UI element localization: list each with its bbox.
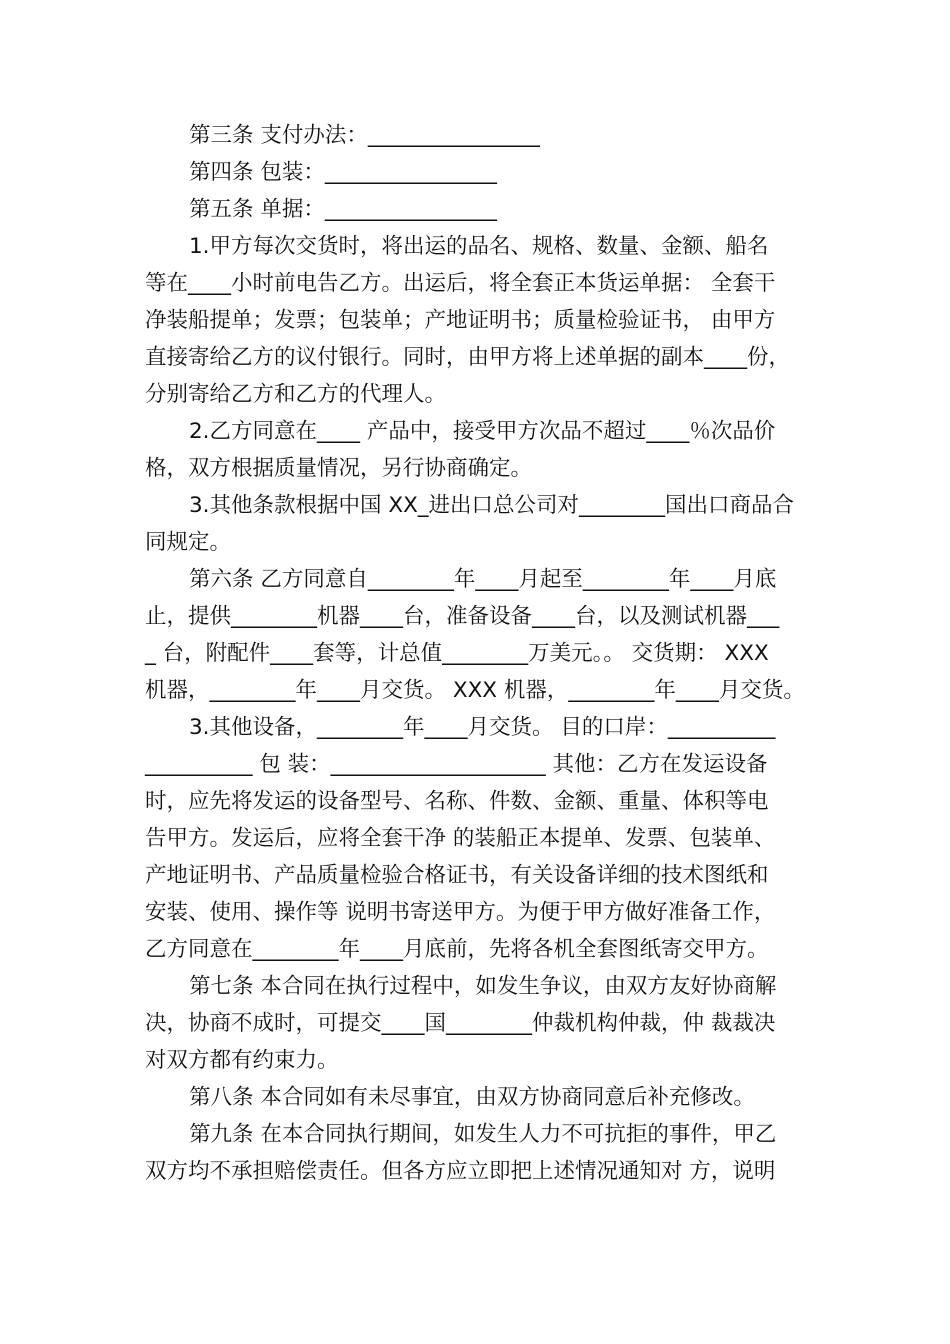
text-line: _ 台，附配件____套等，计总值________万美元。。 交货期： XXX	[145, 641, 769, 666]
text-line: 2.乙方同意在____ 产品中，接受甲方次品不超过____％次品价	[189, 419, 776, 444]
text-line: 告甲方。发运后，应将全套干净 的装船正本提单、发票、包装单、	[145, 826, 776, 851]
clause-5-documents: 第五条 单据：________________	[189, 197, 497, 222]
text-line: 3.其他设备，________年____月交货。 目的口岸：__________	[189, 715, 776, 740]
text-line: 对双方都有约束力。	[145, 1048, 339, 1073]
clause-6: 第六条 乙方同意自________年____月起至________年____月底	[189, 567, 777, 592]
text-line: 分别寄给乙方和乙方的代理人。	[145, 382, 447, 407]
clause-9: 第九条 在本合同执行期间，如发生人力不可抗拒的事件，甲乙	[189, 1122, 777, 1147]
text-line: 同规定。	[145, 530, 232, 555]
text-line: 时，应先将发运的设备型号、名称、件数、金额、重量、体积等电	[145, 789, 769, 814]
text-line: 产地证明书、产品质量检验合格证书，有关设备详细的技术图纸和	[145, 863, 769, 888]
text-line: 双方均不承担赔偿责任。但各方应立即把上述情况通知对 方，说明	[145, 1159, 776, 1184]
text-line: 等在____小时前电告乙方。出运后，将全套正本货运单据： 全套干	[145, 271, 776, 296]
text-line: 格，双方根据质量情况，另行协商确定。	[145, 456, 533, 481]
text-line: 直接寄给乙方的议付银行。同时，由甲方将上述单据的副本____份，	[145, 345, 791, 370]
text-line: 安装、使用、操作等 说明书寄送甲方。为便于甲方做好准备工作，	[145, 900, 776, 925]
text-line: 1.甲方每次交货时，将出运的品名、规格、数量、金额、船名	[189, 234, 769, 259]
clause-3-payment: 第三条 支付办法：________________	[189, 123, 540, 148]
text-line: __________ 包 装：____________________ 其他：乙方在发运设备	[145, 752, 768, 777]
text-line: 乙方同意在________年____月底前，先将各机全套图纸寄交甲方。	[145, 937, 769, 962]
text-line: 止，提供________机器____台，准备设备____台，以及测试机器___	[145, 604, 780, 629]
text-line: 决，协商不成时，可提交____国________仲裁机构仲裁，仲 裁裁决	[145, 1011, 776, 1036]
clause-4-packing: 第四条 包装：________________	[189, 160, 497, 185]
text-line: 3.其他条款根据中国 XX_进出口总公司对________国出口商品合	[189, 493, 795, 518]
clause-8: 第八条 本合同如有未尽事宜，由双方协商同意后补充修改。	[189, 1085, 755, 1110]
text-line: 机器，________年____月交货。 XXX 机器，________年____月交货。	[145, 678, 805, 703]
clause-7: 第七条 本合同在执行过程中，如发生争议，由双方友好协商解	[189, 974, 777, 999]
text-line: 净装船提单；发票；包装单；产地证明书；质量检验证书， 由甲方	[145, 308, 776, 333]
